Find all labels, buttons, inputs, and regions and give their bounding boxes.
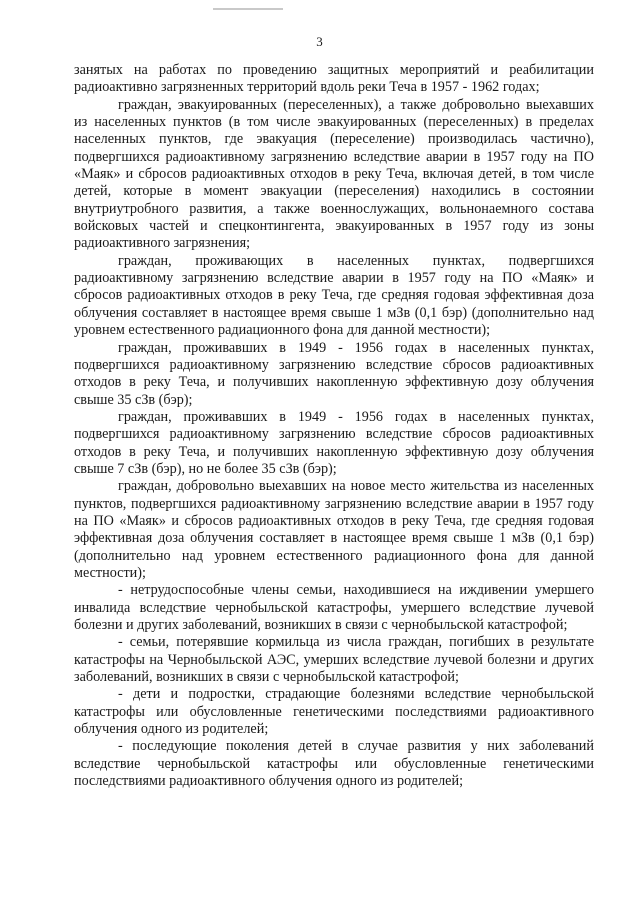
paragraph: граждан, проживавших в 1949 - 1956 годах в населенных пунктах, подвергшихся радиоактивному загрязнению вследствие сбросов радиоактивных отходов в реку Теча, и получивших накопленную эффективную дозу облучения свыше 7 сЗв (бэр), но не более 35 сЗв (бэр); <box>74 408 594 477</box>
paragraph: граждан, добровольно выехавших на новое место жительства из населенных пунктов, подвергшихся радиоактивному загрязнению вследствие аварии в 1957 году на ПО «Маяк» и сбросов радиоактивных отходов в реку Теча, где средняя годовая эффективная доза облучения составляет в настоящее время свыше 1 мЗв (0,1 бэр) (дополнительно над уровнем естественного радиационного фона для данной местности); <box>74 478 594 581</box>
paragraph: - последующие поколения детей в случае развития у них заболеваний вследствие чернобыльской катастрофы или обусловленные генетическими последствиями радиоактивного облучения одного из родителей; <box>74 738 594 790</box>
page-number: 3 <box>316 34 323 49</box>
paragraph: - семьи, потерявшие кормильца из числа граждан, погибших в результате катастрофы на Чернобыльской АЭС, умерших вследствие лучевой болезни и других заболеваний, возникших в связи с чернобыльской катастрофой; <box>74 634 594 686</box>
paragraph: граждан, проживавших в 1949 - 1956 годах в населенных пунктах, подвергшихся радиоактивному загрязнению вследствие сбросов радиоактивных отходов в реку Теча, и получивших накопленную эффективную дозу облучения свыше 35 сЗв (бэр); <box>74 339 594 408</box>
paragraph: граждан, проживающих в населенных пунктах, подвергшихся радиоактивному загрязнению вследствие аварии в 1957 году на ПО «Маяк» и сбросов радиоактивных отходов в реку Теча, где средняя годовая эффективная доза облучения составляет в настоящее время свыше 1 мЗв (0,1 бэр) (дополнительно над уровнем естественного радиационного фона для данной местности); <box>74 252 594 339</box>
scan-artifact <box>213 8 283 10</box>
paragraph: занятых на работах по проведению защитных мероприятий и реабилитации радиоактивно загрязненных территорий вдоль реки Теча в 1957 - 1962 годах; <box>74 62 594 96</box>
paragraph: - нетрудоспособные члены семьи, находившиеся на иждивении умершего инвалида вследствие чернобыльской катастрофы, умершего вследствие лучевой болезни и других заболеваний, возникших в связи с чернобыльской катастрофой; <box>74 582 594 633</box>
paragraph: - дети и подростки, страдающие болезнями вследствие чернобыльской катастрофы или обусловленные генетическими последствиями радиоактивного облучения одного из родителей; <box>74 686 594 738</box>
document-body <box>74 62 594 790</box>
paragraph: граждан, эвакуированных (переселенных), а также добровольно выехавших из населенных пунктов (в том числе эвакуированных (переселенных) в пределах населенных пунктов, где эвакуация (переселение) производилась частично), подвергшихся радиоактивному загрязнению вследствие аварии в 1957 году на ПО «Маяк» и сбросов радиоактивных отходов в реку Теча, включая детей, в том числе детей, которые в момент эвакуации (переселения) находились в состоянии внутриутробного развития, а также военнослужащих, вольнонаемного состава войсковых частей и спецконтингента, эвакуированных в 1957 году из зоны радиоактивного загрязнения; <box>74 96 594 252</box>
